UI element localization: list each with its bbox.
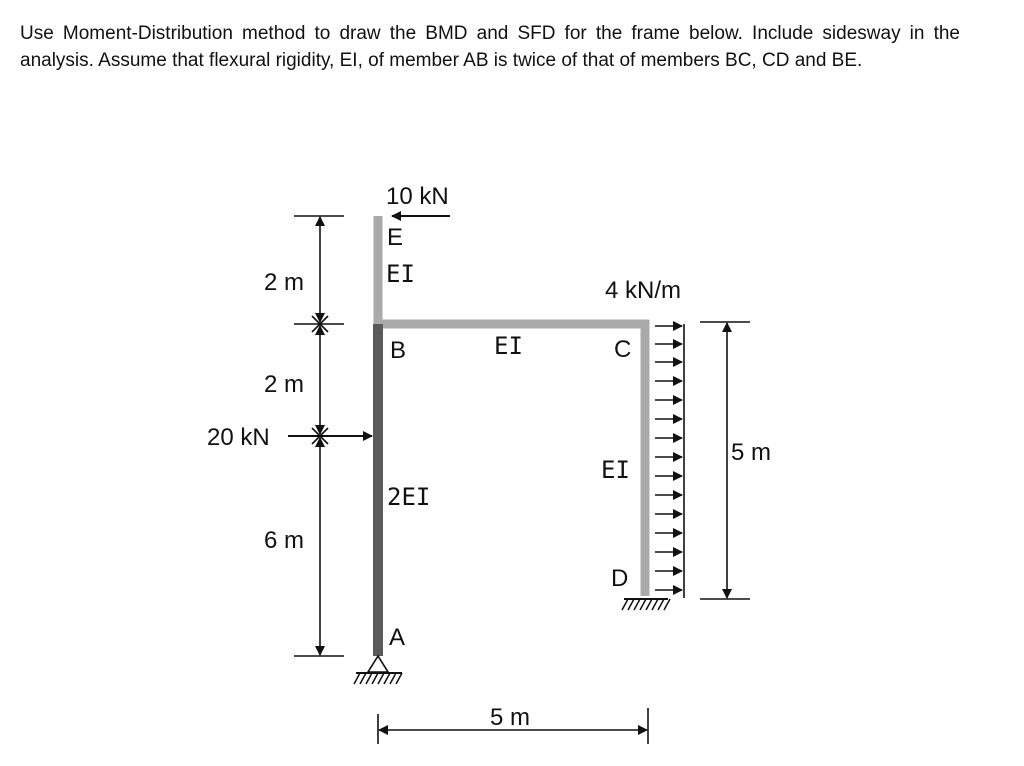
member-be-stiffness: EI	[386, 260, 415, 288]
dimension-bottom-left-label: 6 m	[264, 527, 305, 554]
node-a-label: A	[389, 624, 406, 651]
member-bc-stiffness: EI	[494, 332, 523, 360]
node-d-label: D	[611, 565, 629, 592]
fixed-support-d	[622, 599, 670, 610]
distributed-load-label: 4 kN/m	[605, 277, 682, 304]
node-c-label: C	[614, 336, 632, 363]
load-10kn-label: 10 kN	[386, 183, 449, 210]
node-b-label: B	[390, 337, 407, 364]
dimension-top-left-label: 2 m	[264, 269, 305, 296]
member-ab-stiffness: 2EI	[387, 483, 431, 511]
problem-statement: Use Moment-Distribution method to draw the BMD and SFD for the frame below. Include sidesway in the analysis. Assume that flexural rigidity, EI, of member AB is twice of that of members BC, CD and BE.	[20, 23, 960, 71]
member-cd-stiffness: EI	[601, 456, 630, 484]
node-e-label: E	[387, 224, 404, 251]
load-20kn-label: 20 kN	[207, 424, 270, 451]
dimension-middle-left-label: 2 m	[264, 371, 305, 398]
pin-support-a	[354, 656, 402, 684]
distributed-load-arrows	[655, 324, 684, 598]
dimension-span-label: 5 m	[490, 704, 531, 731]
dimension-right-label: 5 m	[731, 439, 772, 466]
